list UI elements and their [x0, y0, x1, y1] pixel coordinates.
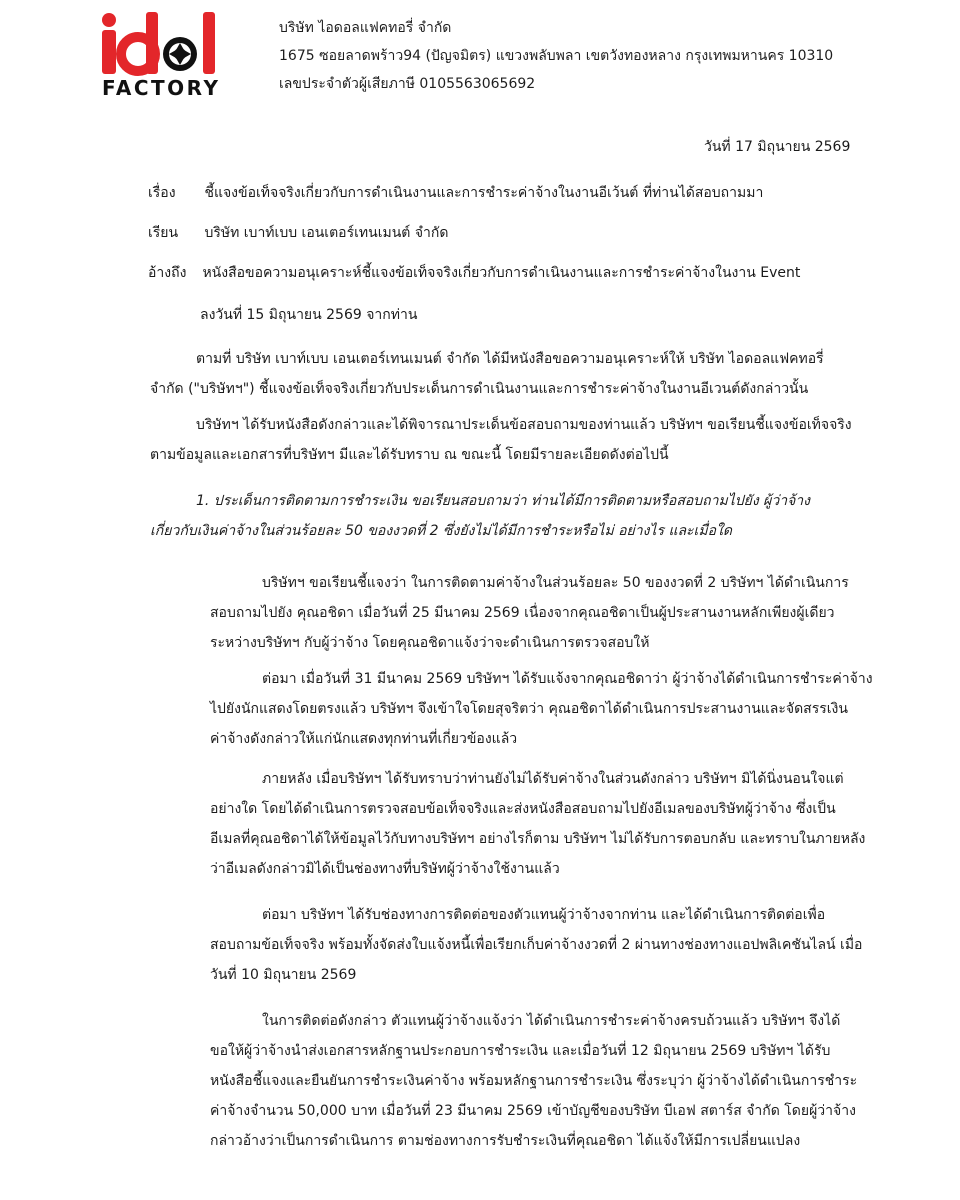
subject-row — [148, 182, 763, 204]
text-line: อีเมลที่คุณอชิดาได้ให้ข้อมูลไว้กับทางบริษัทฯ อย่างไรก็ตาม บริษัทฯ ไม่ได้รับการตอบกลับ และทราบในภายหลัง — [210, 831, 866, 847]
text-line: ในการติดต่อดังกล่าว ตัวแทนผู้ว่าจ้างแจ้งว่า ได้ดำเนินการชำระค่าจ้างครบถ้วนแล้ว บริษัทฯ จึงได้ — [262, 1013, 841, 1029]
text-line: ตามข้อมูลและเอกสารที่บริษัทฯ มีและได้รับทราบ ณ ขณะนี้ โดยมีรายละเอียดดังต่อไปนี้ — [150, 447, 669, 463]
text-line: วันที่ 10 มิถุนายน 2569 — [210, 967, 357, 983]
text-line: ค่าจ้างดังกล่าวให้แก่นักแสดงทุกท่านที่เกี่ยวข้องแล้ว — [210, 731, 518, 747]
text-line: ระหว่างบริษัทฯ กับผู้ว่าจ้าง โดยคุณอชิดาแจ้งว่าจะดำเนินการตรวจสอบให้ — [210, 635, 650, 651]
text-line: ขอให้ผู้ว่าจ้างนำส่งเอกสารหลักฐานประกอบการชำระเงิน และเมื่อวันที่ 12 มิถุนายน 2569 บริษัทฯ ได้รับ — [210, 1043, 831, 1059]
company-info — [279, 14, 833, 98]
text-line: ต่อมา บริษัทฯ ได้รับช่องทางการติดต่อของตัวแทนผู้ว่าจ้างจากท่าน และได้ดำเนินการติดต่อเพื่อ — [262, 907, 826, 923]
paragraph-response — [150, 410, 852, 470]
reference-row — [148, 262, 800, 284]
paragraph-answer-3 — [210, 764, 866, 884]
text-line: กล่าวอ้างว่าเป็นการดำเนินการ ตามช่องทางการรับชำระเงินที่คุณอชิดา ได้แจ้งให้มีการเปลี่ยนแปลง — [210, 1133, 801, 1149]
subject-text: ชี้แจงข้อเท็จจริงเกี่ยวกับการดำเนินงานและการชำระค่าจ้างในงานอีเว้นต์ ที่ท่านได้สอบถามมา — [204, 185, 764, 201]
paragraph-intro — [150, 344, 824, 404]
recipient-row — [148, 222, 448, 244]
text-line: ว่าอีเมลดังกล่าวมิได้เป็นช่องทางที่บริษัทผู้ว่าจ้างใช้งานแล้ว — [210, 861, 560, 877]
paragraph-answer-2 — [210, 664, 873, 754]
logo-factory-text: FACTORY — [102, 76, 221, 100]
text-line: หนังสือชี้แจงและยืนยันการชำระเงินค่าจ้าง พร้อมหลักฐานการชำระเงิน ซึ่งระบุว่า ผู้ว่าจ้างได้ดำเนินการชำระ — [210, 1073, 858, 1089]
company-tax-id: เลขประจำตัวผู้เสียภาษี 0105563065692 — [279, 76, 536, 92]
text-line: ไปยังนักแสดงโดยตรงแล้ว บริษัทฯ จึงเข้าใจโดยสุจริตว่า คุณอชิดาได้ดำเนินการประสานงานและจัดสรรเงิน — [210, 701, 848, 717]
letter-date: วันที่ 17 มิถุนายน 2569 — [704, 139, 851, 155]
paragraph-answer-1 — [210, 568, 849, 658]
reference-text: หนังสือขอความอนุเคราะห์ชี้แจงข้อเท็จจริงเกี่ยวกับการดำเนินงานและการชำระค่าจ้างในงาน Event — [202, 265, 801, 281]
text-line: ต่อมา เมื่อวันที่ 31 มีนาคม 2569 บริษัทฯ ได้รับแจ้งจากคุณอชิดาว่า ผู้ว่าจ้างได้ดำเนินการชำระค่าจ้าง — [262, 671, 873, 687]
text-line: บริษัทฯ ได้รับหนังสือดังกล่าวและได้พิจารณาประเด็นข้อสอบถามของท่านแล้ว บริษัทฯ ขอเรียนชี้แจงข้อเท็จจริง — [196, 417, 852, 433]
text-line: เกี่ยวกับเงินค่าจ้างในส่วนร้อยละ 50 ของงวดที่ 2 ซึ่งยังไม่ได้มีการชำระหรือไม่ อย่างไร และเมื่อใด — [150, 523, 732, 539]
text-line: ภายหลัง เมื่อบริษัทฯ ได้รับทราบว่าท่านยังไม่ได้รับค่าจ้างในส่วนดังกล่าว บริษัทฯ มิได้นิ่งนอนใจแต่ — [262, 771, 844, 787]
recipient-label: เรียน — [148, 225, 179, 241]
text-line: ค่าจ้างจำนวน 50,000 บาท เมื่อวันที่ 23 มีนาคม 2569 เข้าบัญชีของบริษัท บีเอฟ สตาร์ส จำกัด โดยผู้ว่าจ้าง — [210, 1103, 856, 1119]
text-line: สอบถามไปยัง คุณอชิดา เมื่อวันที่ 25 มีนาคม 2569 เนื่องจากคุณอชิดาเป็นผู้ประสานงานหลักเพียงผู้เดียว — [210, 605, 835, 621]
text-line: อย่างใด โดยได้ดำเนินการตรวจสอบข้อเท็จจริงและส่งหนังสือสอบถามไปยังอีเมลของบริษัทผู้ว่าจ้าง ซึ่งเป็น — [210, 801, 836, 817]
recipient-text: บริษัท เบาท์เบบ เอนเตอร์เทนเมนต์ จำกัด — [204, 225, 449, 241]
paragraph-answer-5 — [210, 1006, 858, 1156]
text-line: บริษัทฯ ขอเรียนชี้แจงว่า ในการติดตามค่าจ้างในส่วนร้อยละ 50 ของงวดที่ 2 บริษัทฯ ได้ดำเนินการ — [262, 575, 849, 591]
idol-logo-icon — [100, 12, 218, 76]
text-line: จำกัด ("บริษัทฯ") ชี้แจงข้อเท็จจริงเกี่ยวกับประเด็นการดำเนินงานและการชำระค่าจ้างในงานอีเวนต์ดังกล่าวนั้น — [150, 381, 809, 397]
company-address: 1675 ซอยลาดพร้าว94 (ปัญจมิตร) แขวงพลับพลา เขตวังทองหลาง กรุงเทพมหานคร 10310 — [279, 48, 834, 64]
paragraph-question-1 — [150, 486, 810, 546]
company-logo — [100, 12, 221, 100]
reference-label: อ้างถึง — [148, 265, 187, 281]
reference-date-line: ลงวันที่ 15 มิถุนายน 2569 จากท่าน — [200, 307, 418, 323]
text-line: สอบถามข้อเท็จจริง พร้อมทั้งจัดส่งใบแจ้งหนี้เพื่อเรียกเก็บค่าจ้างงวดที่ 2 ผ่านทางช่องทางแอปพลิเคชันไลน์ เมื่อ — [210, 937, 863, 953]
text-line: 1. ประเด็นการติดตามการชำระเงิน ขอเรียนสอบถามว่า ท่านได้มีการติดตามหรือสอบถามไปยัง ผู้ว่าจ้าง — [196, 493, 810, 509]
text-line: ตามที่ บริษัท เบาท์เบบ เอนเตอร์เทนเมนต์ จำกัด ได้มีหนังสือขอความอนุเคราะห์ให้ บริษัท ไอดอลแฟคทอรี่ — [196, 351, 824, 367]
company-name: บริษัท ไอดอลแฟคทอรี่ จำกัด — [279, 20, 452, 36]
paragraph-answer-4 — [210, 900, 863, 990]
subject-label: เรื่อง — [148, 185, 176, 201]
